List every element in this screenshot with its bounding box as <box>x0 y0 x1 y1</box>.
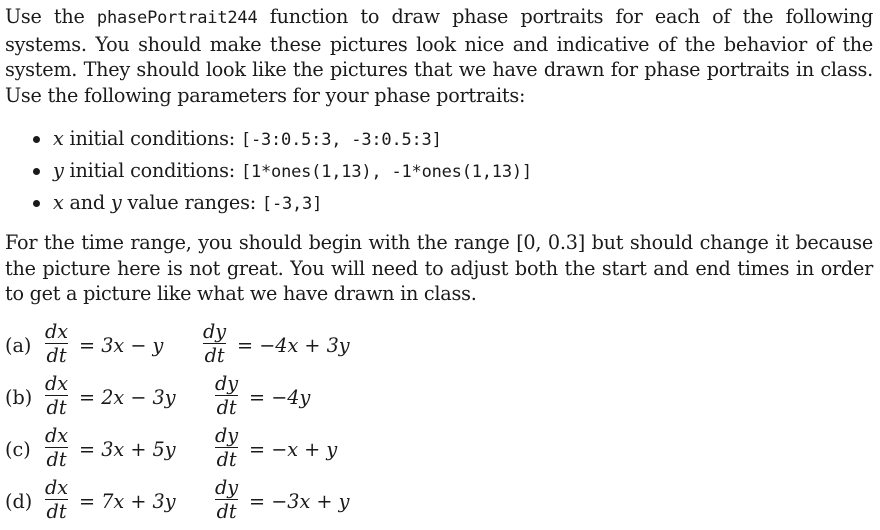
dydt-expression: = −x + y <box>249 438 338 461</box>
parameter-list <box>33 126 532 222</box>
system-label: (c) <box>5 438 31 461</box>
list-item: x and y value ranges: [-3,3] <box>33 190 532 222</box>
problem-statement <box>5 4 873 523</box>
system-a <box>5 322 405 374</box>
dxdt-expression: = 3x + 5y <box>79 438 176 461</box>
system-label: (a) <box>5 334 32 357</box>
dxdt-expression: = 3x − y <box>79 334 164 357</box>
dx-dt-fraction: dx dt <box>45 372 69 419</box>
dydt-expression: = −3x + y <box>249 490 350 513</box>
time-range-paragraph: For the time range, you should begin with the range [0, 0.3] but should change it because the picture here is not great. You will need to adjust both the start and end times in order to get a picture like what we have drawn in class. <box>5 231 873 306</box>
list-item: x initial conditions: [-3:0.5:3, -3:0.5:3] <box>33 126 532 158</box>
bullet-icon <box>33 200 40 207</box>
dy-dt-fraction: dy dt <box>215 424 239 471</box>
system-d <box>5 478 405 530</box>
list-item: y initial conditions: [1*ones(1,13), -1*ones(1,13)] <box>33 158 532 190</box>
dy-dt-fraction: dy dt <box>203 320 227 367</box>
dx-dt-fraction: dx dt <box>45 320 69 367</box>
system-c <box>5 426 405 478</box>
dx-dt-fraction: dx dt <box>45 424 69 471</box>
system-label: (b) <box>5 386 33 409</box>
dx-dt-fraction: dx dt <box>45 476 69 523</box>
dxdt-expression: = 2x − 3y <box>79 386 176 409</box>
bullet-icon <box>33 136 40 143</box>
dydt-expression: = −4x + 3y <box>237 334 350 357</box>
dxdt-expression: = 7x + 3y <box>79 490 176 513</box>
intro-paragraph: Use the phasePortrait244 function to draw phase portraits for each of the following systems. You should make these pictures look nice and indicative of the behavior of the system. They should look like the pictures that we have drawn for phase portraits in class. Use the following parameters for your phase portraits: <box>5 5 873 107</box>
dy-dt-fraction: dy dt <box>215 372 239 419</box>
system-b <box>5 374 405 426</box>
systems-list <box>5 322 405 530</box>
system-label: (d) <box>5 490 33 513</box>
dydt-expression: = −4y <box>249 386 311 409</box>
function-name: phasePortrait244 <box>96 8 258 28</box>
dy-dt-fraction: dy dt <box>215 476 239 523</box>
bullet-icon <box>33 168 40 175</box>
